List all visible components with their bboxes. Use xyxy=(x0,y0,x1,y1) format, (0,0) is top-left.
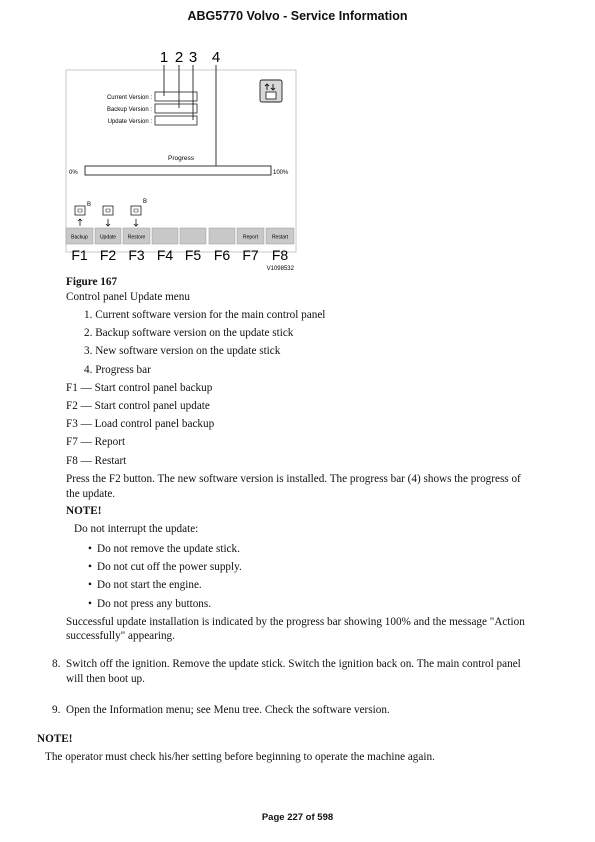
fkey-label-f5: F5 xyxy=(184,247,202,263)
success-text-line2: successfully" appearing. xyxy=(66,630,175,642)
fkey-label-f1: F1 xyxy=(71,247,88,263)
press-f2-text-line1: Press the F2 button. The new software version is installed. The progress bar (4) shows the progress of xyxy=(66,473,521,485)
success-text-line1: Successful update installation is indicated by the progress bar showing 100% and the message "Action xyxy=(66,616,525,628)
note-bullet-4: • Do not press any buttons. xyxy=(97,596,211,613)
control-panel-figure xyxy=(60,46,302,274)
note-bullet-3: • Do not start the engine. xyxy=(97,577,202,594)
note-intro: Do not interrupt the update: xyxy=(74,523,199,535)
softkey-f4[interactable] xyxy=(152,228,178,244)
progress-max-label: 100% xyxy=(273,170,289,176)
step-8-text-line1: Switch off the ignition. Remove the update stick. Switch the ignition back on. The main control panel xyxy=(66,658,521,670)
step-8-number: 8. xyxy=(52,658,61,670)
softkey-label-report: Report xyxy=(242,234,259,241)
final-note-label: NOTE! xyxy=(37,733,73,745)
step-8-text-line2: will then boot up. xyxy=(66,673,145,685)
page-number: Page 227 of 598 xyxy=(261,812,334,823)
current-version-label: Current Version : xyxy=(106,95,152,101)
figure-subtitle: Control panel Update menu xyxy=(66,291,190,303)
fkey-label-f7: F7 xyxy=(242,247,259,263)
fkey-label-f8: F8 xyxy=(271,247,289,263)
fkey-label-f3: F3 xyxy=(128,247,145,263)
softkey-label-update: Update xyxy=(99,234,117,241)
backup-version-label: Backup Version : xyxy=(106,107,152,113)
progress-min-label: 0% xyxy=(69,170,78,176)
caption-item-3: 3. New software version on the update stick xyxy=(84,345,281,357)
note-label: NOTE! xyxy=(66,505,102,517)
caption-item-4: 4. Progress bar xyxy=(84,364,151,376)
softkey-f6[interactable] xyxy=(209,228,235,244)
key-description-f2: F2 — Start control panel update xyxy=(66,400,210,412)
softkey-f3[interactable] xyxy=(123,228,150,244)
usb-transfer-icon[interactable] xyxy=(260,80,282,102)
caption-item-1: 1. Current software version for the main control panel xyxy=(84,309,326,321)
update-version-field xyxy=(155,116,197,125)
key-description-f8: F8 — Restart xyxy=(66,455,127,467)
key-description-f7: F7 — Report xyxy=(66,436,126,448)
step-9-text: Open the Information menu; see Menu tree. Check the software version. xyxy=(66,704,390,716)
callout-number-3: 3 xyxy=(188,49,198,66)
note-bullet-1: • Do not remove the update stick. xyxy=(97,541,240,558)
softkey-f8[interactable] xyxy=(266,228,294,244)
progress-bar xyxy=(85,166,271,175)
step-9-number: 9. xyxy=(52,704,61,716)
callout-number-2: 2 xyxy=(174,49,184,66)
fkey-label-f4: F4 xyxy=(156,247,174,263)
fkey-label-f6: F6 xyxy=(213,247,231,263)
key-description-f1: F1 — Start control panel backup xyxy=(66,382,213,394)
update-version-label: Update Version : xyxy=(107,119,152,125)
callout-number-4: 4 xyxy=(211,49,221,66)
softkey-label-backup: Backup xyxy=(71,234,88,241)
fkey-label-f2: F2 xyxy=(99,247,117,263)
softkey-f7[interactable] xyxy=(237,228,264,244)
caption-item-2: 2. Backup software version on the update stick xyxy=(84,327,294,339)
final-note-text: The operator must check his/her setting before beginning to operate the machine again. xyxy=(45,751,435,763)
document-header: ABG5770 Volvo - Service Information xyxy=(187,9,408,23)
softkey-f2[interactable] xyxy=(95,228,121,244)
softkey-label-restore: Restore xyxy=(127,234,146,241)
backup-version-field xyxy=(155,104,197,113)
image-code: V1098532 xyxy=(266,266,294,272)
softkey-label-restart: Restart xyxy=(271,234,289,241)
note-bullet-2: • Do not cut off the power supply. xyxy=(97,559,242,576)
softkey-f1[interactable] xyxy=(66,228,93,244)
key-description-f3: F3 — Load control panel backup xyxy=(66,418,215,430)
softkey-f5[interactable] xyxy=(180,228,206,244)
press-f2-text-line2: the update. xyxy=(66,488,116,500)
current-version-field xyxy=(155,92,197,101)
restore-superscript: B xyxy=(143,199,148,205)
progress-label: Progress xyxy=(167,155,195,162)
backup-superscript: B xyxy=(87,202,92,208)
figure-title: Figure 167 xyxy=(66,276,118,288)
callout-number-1: 1 xyxy=(159,49,169,66)
